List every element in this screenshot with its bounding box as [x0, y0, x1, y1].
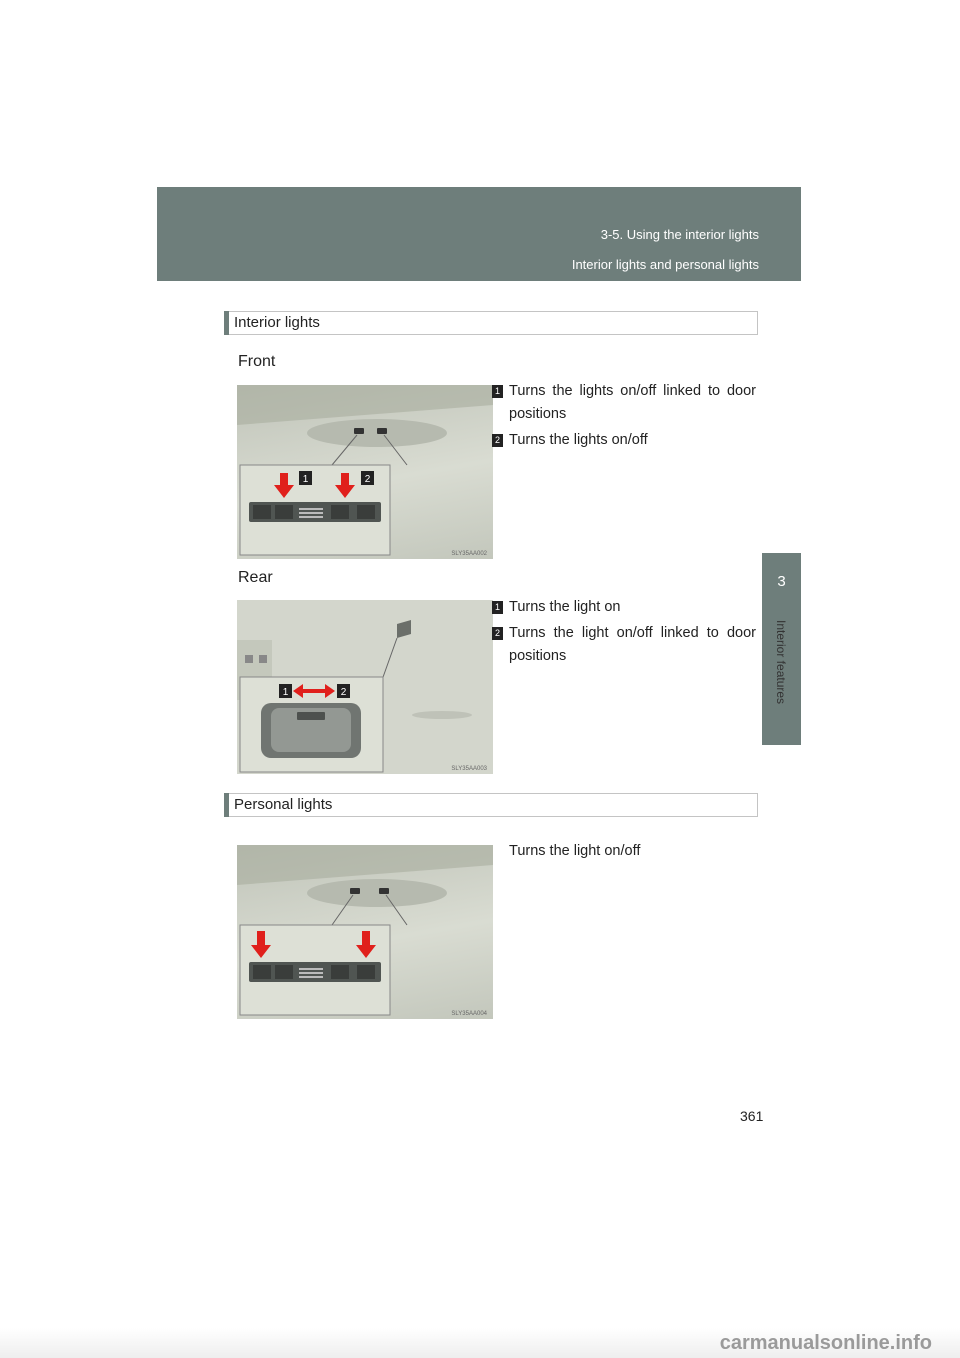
- personal-desc: Turns the light on/off: [509, 843, 641, 859]
- callout-1-text: 1: [282, 687, 289, 698]
- header-section-title: 3-5. Using the interior lights: [600, 227, 759, 242]
- item-number-badge: 1: [492, 385, 503, 398]
- item-text: Turns the light on/off linked to door positions: [509, 625, 756, 664]
- item-number-badge: 2: [492, 627, 503, 640]
- item-number-badge: 2: [492, 434, 503, 447]
- section-interior-lights: [224, 311, 758, 335]
- image-code: SLY35AA003: [451, 766, 487, 772]
- chapter-number: 3: [777, 573, 786, 590]
- front-lights-photo: [237, 385, 493, 559]
- image-code: SLY35AA004: [451, 1011, 487, 1017]
- header-band: [157, 187, 801, 281]
- item-text: Turns the light on: [509, 599, 621, 615]
- section-personal-lights: [224, 793, 758, 817]
- watermark-footer: [0, 1328, 960, 1358]
- rear-item-1: [492, 596, 756, 619]
- personal-lights-photo: [237, 845, 493, 1019]
- callout-2-text: 2: [340, 687, 347, 698]
- front-item-2: [492, 429, 756, 452]
- subheading-front: Front: [238, 353, 276, 370]
- header-topic-title: Interior lights and personal lights: [571, 257, 759, 272]
- callout-1-text: 1: [302, 474, 309, 485]
- subheading-rear: Rear: [238, 569, 273, 586]
- item-number-badge: 1: [492, 601, 503, 614]
- personal-lights-illustration: [237, 845, 493, 1019]
- rear-light-illustration: [237, 600, 493, 774]
- item-text: Turns the lights on/off: [509, 432, 648, 448]
- chapter-label: Interior features: [774, 620, 788, 705]
- front-lights-illustration: [237, 385, 493, 559]
- rear-light-photo: [237, 600, 493, 774]
- section-title: Personal lights: [234, 796, 333, 813]
- image-code: SLY35AA002: [451, 551, 487, 557]
- callout-2-text: 2: [364, 474, 371, 485]
- watermark-text: carmanualsonline.info: [719, 1332, 932, 1354]
- item-text: Turns the lights on/off linked to door positions: [509, 383, 756, 422]
- front-item-1: [492, 380, 756, 426]
- rear-item-2: [492, 622, 756, 668]
- section-title: Interior lights: [234, 314, 320, 331]
- page-number: 361: [740, 1108, 764, 1124]
